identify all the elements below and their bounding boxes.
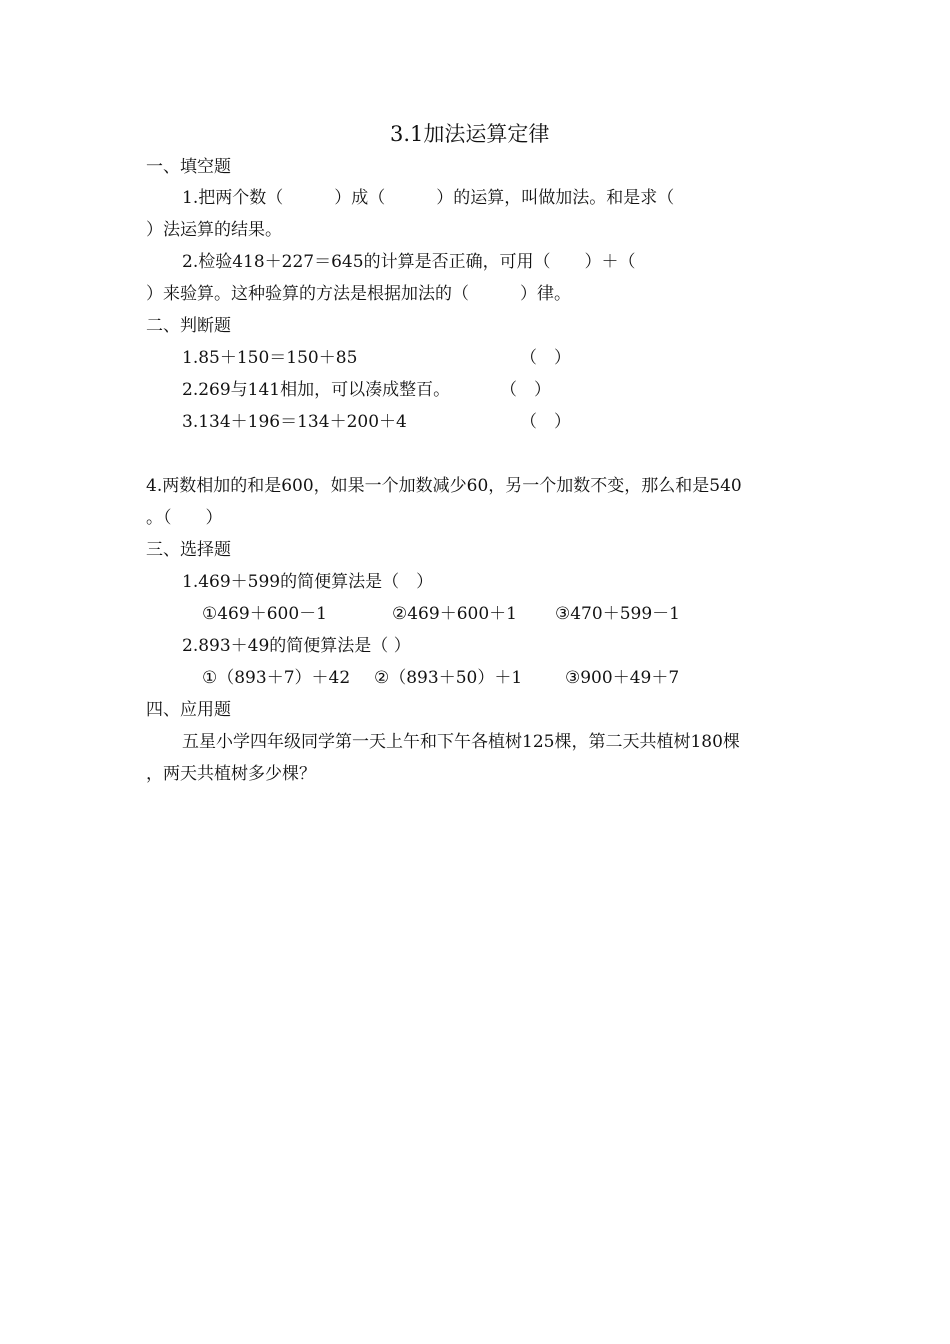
choice-question-1-option-1: ①469＋600－1: [202, 604, 327, 624]
choice-question-1: 1.469＋599的简便算法是（ ）: [182, 572, 434, 592]
fill-question-1-line-2: ）法运算的结果。: [146, 220, 282, 240]
choice-question-1-option-3: ③470＋599－1: [555, 604, 680, 624]
section-heading-choice: 三、选择题: [146, 540, 231, 560]
choice-question-2-option-2: ②（893＋50）＋1: [374, 668, 523, 688]
section-heading-fill: 一、填空题: [146, 157, 231, 177]
fill-question-2-line-2: ）来验算。这种验算的方法是根据加法的（ ）律。: [146, 284, 571, 304]
choice-question-2-option-1: ①（893＋7）＋42: [202, 668, 351, 688]
judge-answer-mark-3: （ ）: [520, 412, 571, 432]
choice-question-1-option-2: ②469＋600＋1: [392, 604, 517, 624]
judge-answer-mark-2: （ ）: [500, 380, 551, 400]
page-title: 3.1加法运算定律: [390, 122, 550, 146]
judge-question-4-line-2: 。（ ）: [146, 508, 223, 528]
judge-question-4-line-1: 4.两数相加的和是600，如果一个加数减少60，另一个加数不变，那么和是540: [146, 476, 742, 496]
choice-question-2: 2.893＋49的简便算法是（ ）: [182, 636, 411, 656]
choice-question-2-option-3: ③900＋49＋7: [565, 668, 680, 688]
fill-question-1-line-1: 1.把两个数（ ）成（ ）的运算，叫做加法。和是求（: [182, 188, 675, 208]
judge-answer-mark-1: （ ）: [520, 348, 571, 368]
section-heading-judge: 二、判断题: [146, 316, 231, 336]
fill-question-2-line-1: 2.检验418＋227＝645的计算是否正确，可用（ ）＋（: [182, 252, 636, 272]
judge-question-1: 1.85＋150＝150＋85: [182, 348, 358, 368]
section-heading-apply: 四、应用题: [146, 700, 231, 720]
judge-question-2: 2.269与141相加，可以凑成整百。: [182, 380, 451, 400]
apply-question-line-1: 五星小学四年级同学第一天上午和下午各植树125棵，第二天共植树180棵: [182, 732, 740, 752]
judge-question-3: 3.134＋196＝134＋200＋4: [182, 412, 407, 432]
apply-question-line-2: ，两天共植树多少棵？: [146, 764, 316, 784]
